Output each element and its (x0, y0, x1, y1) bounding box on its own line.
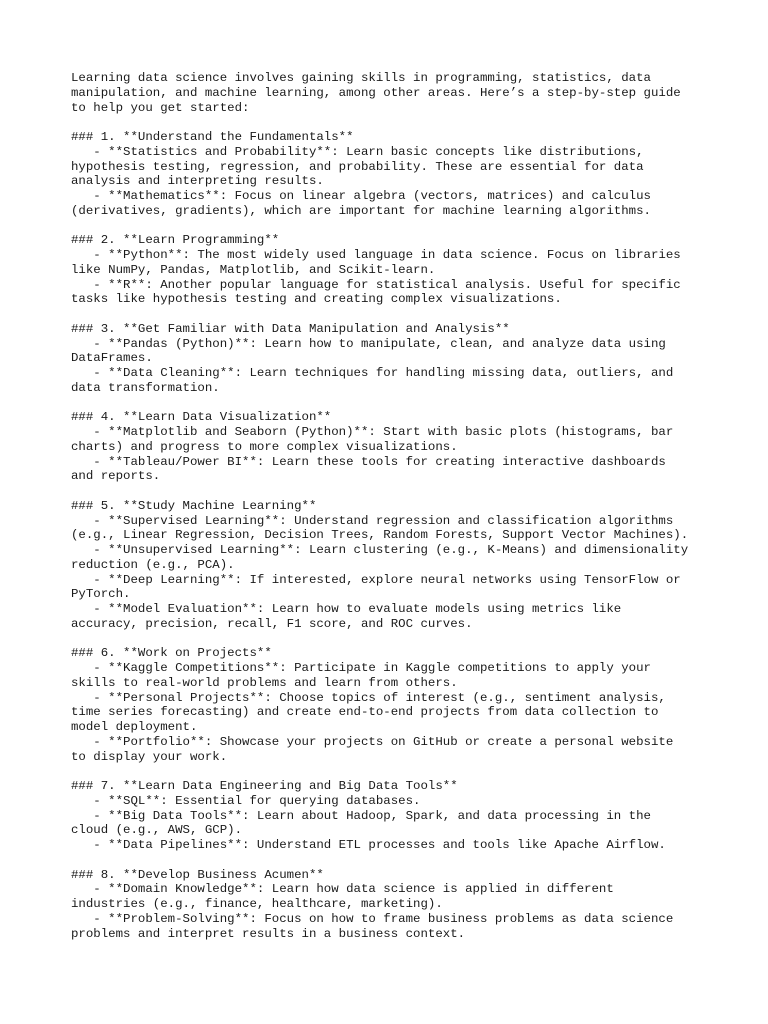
bullet-item (71, 794, 711, 809)
section-heading: ### 7. **Learn Data Engineering and Big Data Tools** (71, 779, 458, 793)
paragraph-spacer (71, 219, 711, 234)
bullet-line: - **Kaggle Competitions**: Participate in Kaggle competitions to apply your (71, 661, 651, 675)
bullet-item (71, 425, 711, 455)
bullet-item (71, 337, 711, 367)
section-5 (71, 499, 711, 632)
bullet-line: data transformation. (71, 380, 220, 395)
bullet-line: - **SQL**: Essential for querying databases. (71, 793, 421, 808)
bullet-item (71, 145, 711, 189)
intro-paragraph (71, 71, 711, 115)
paragraph-spacer (71, 853, 711, 868)
bullet-line: - **Domain Knowledge**: Learn how data science is applied in different (71, 882, 614, 897)
intro-line: manipulation, and machine learning, among other areas. Here’s a step-by-step guide (71, 85, 681, 100)
section-heading: ### 8. **Develop Business Acumen** (71, 867, 324, 882)
intro-line: Learning data science involves gaining skills in programming, statistics, data (71, 71, 651, 85)
section-6 (71, 646, 711, 764)
section-heading: ### 5. **Study Machine Learning** (71, 498, 317, 513)
paragraph-spacer (71, 764, 711, 779)
bullet-item (71, 543, 711, 573)
bullet-line: like NumPy, Pandas, Matplotlib, and Scikit-learn. (71, 262, 436, 277)
bullet-line: - **Pandas (Python)**: Learn how to manipulate, clean, and analyze data using (71, 336, 666, 351)
bullet-item (71, 809, 711, 839)
bullet-item (71, 366, 711, 396)
bullet-line: - **Personal Projects**: Choose topics of interest (e.g., sentiment analysis, (71, 690, 666, 705)
intro-line: to help you get started: (71, 100, 250, 115)
section-2 (71, 233, 711, 307)
bullet-line: model deployment. (71, 720, 198, 734)
bullet-line: tasks like hypothesis testing and creating complex visualizations. (71, 292, 562, 307)
document-page (71, 71, 711, 941)
bullet-line: - **Problem-Solving**: Focus on how to frame business problems as data science (71, 911, 674, 926)
bullet-line: (e.g., Linear Regression, Decision Trees, Random Forests, Support Vector Machines). (71, 528, 689, 543)
bullet-line: skills to real-world problems and learn from others. (71, 675, 458, 690)
bullet-item (71, 514, 711, 544)
bullet-line: - **R**: Another popular language for statistical analysis. Useful for specific (71, 277, 681, 292)
section-heading: ### 1. **Understand the Fundamentals** (71, 130, 354, 144)
bullet-item (71, 691, 711, 735)
bullet-item (71, 735, 711, 765)
bullet-line: hypothesis testing, regression, and probability. These are essential for data (71, 159, 644, 174)
bullet-item (71, 248, 711, 278)
bullet-line: - **Statistics and Probability**: Learn basic concepts like distributions, (71, 144, 644, 159)
bullet-line: - **Tableau/Power BI**: Learn these tools for creating interactive dashboards (71, 454, 666, 469)
bullet-line: time series forecasting) and create end-to-end projects from data collection to (71, 705, 659, 720)
bullet-line: reduction (e.g., PCA). (71, 557, 235, 572)
bullet-item (71, 278, 711, 308)
bullet-line: and reports. (71, 469, 161, 484)
bullet-item (71, 661, 711, 691)
bullet-line: - **Data Cleaning**: Learn techniques for handling missing data, outliers, and (71, 366, 674, 380)
bullet-item (71, 912, 711, 942)
section-1 (71, 130, 711, 219)
paragraph-spacer (71, 632, 711, 647)
bullet-line: to display your work. (71, 749, 228, 764)
bullet-line: industries (e.g., finance, healthcare, marketing). (71, 897, 443, 911)
section-8 (71, 868, 711, 942)
section-heading: ### 4. **Learn Data Visualization** (71, 410, 332, 425)
bullet-line: accuracy, precision, recall, F1 score, and ROC curves. (71, 616, 473, 631)
bullet-item (71, 573, 711, 603)
bullet-line: - **Mathematics**: Focus on linear algebra (vectors, matrices) and calculus (71, 189, 651, 203)
bullet-line: cloud (e.g., AWS, GCP). (71, 823, 243, 838)
section-4 (71, 410, 711, 484)
section-7 (71, 779, 711, 853)
bullet-line: PyTorch. (71, 587, 131, 602)
bullet-item (71, 455, 711, 485)
paragraph-spacer (71, 396, 711, 411)
bullet-item (71, 882, 711, 912)
bullet-line: - **Portfolio**: Showcase your projects on GitHub or create a personal website (71, 734, 674, 749)
bullet-line: - **Big Data Tools**: Learn about Hadoop, Spark, and data processing in the (71, 808, 651, 823)
bullet-line: - **Model Evaluation**: Learn how to evaluate models using metrics like (71, 602, 622, 616)
bullet-line: analysis and interpreting results. (71, 174, 324, 189)
paragraph-spacer (71, 484, 711, 499)
bullet-line: - **Python**: The most widely used language in data science. Focus on libraries (71, 248, 681, 262)
section-3 (71, 322, 711, 396)
bullet-line: - **Data Pipelines**: Understand ETL processes and tools like Apache Airflow. (71, 838, 666, 852)
section-heading: ### 2. **Learn Programming** (71, 233, 280, 248)
paragraph-spacer (71, 115, 711, 130)
paragraph-spacer (71, 307, 711, 322)
bullet-line: (derivatives, gradients), which are important for machine learning algorithms. (71, 203, 651, 218)
bullet-line: - **Deep Learning**: If interested, explore neural networks using TensorFlow or (71, 572, 681, 587)
section-heading: ### 3. **Get Familiar with Data Manipulation and Analysis** (71, 321, 510, 336)
bullet-item (71, 602, 711, 632)
bullet-line: DataFrames. (71, 351, 153, 366)
bullet-line: - **Unsupervised Learning**: Learn clustering (e.g., K-Means) and dimensionality (71, 543, 689, 557)
bullet-line: - **Supervised Learning**: Understand regression and classification algorithms (71, 513, 674, 528)
bullet-item (71, 189, 711, 219)
bullet-item (71, 838, 711, 853)
bullet-line: - **Matplotlib and Seaborn (Python)**: Start with basic plots (histograms, bar (71, 425, 674, 439)
section-heading: ### 6. **Work on Projects** (71, 646, 272, 661)
bullet-line: charts) and progress to more complex visualizations. (71, 439, 458, 454)
bullet-line: problems and interpret results in a business context. (71, 926, 466, 941)
